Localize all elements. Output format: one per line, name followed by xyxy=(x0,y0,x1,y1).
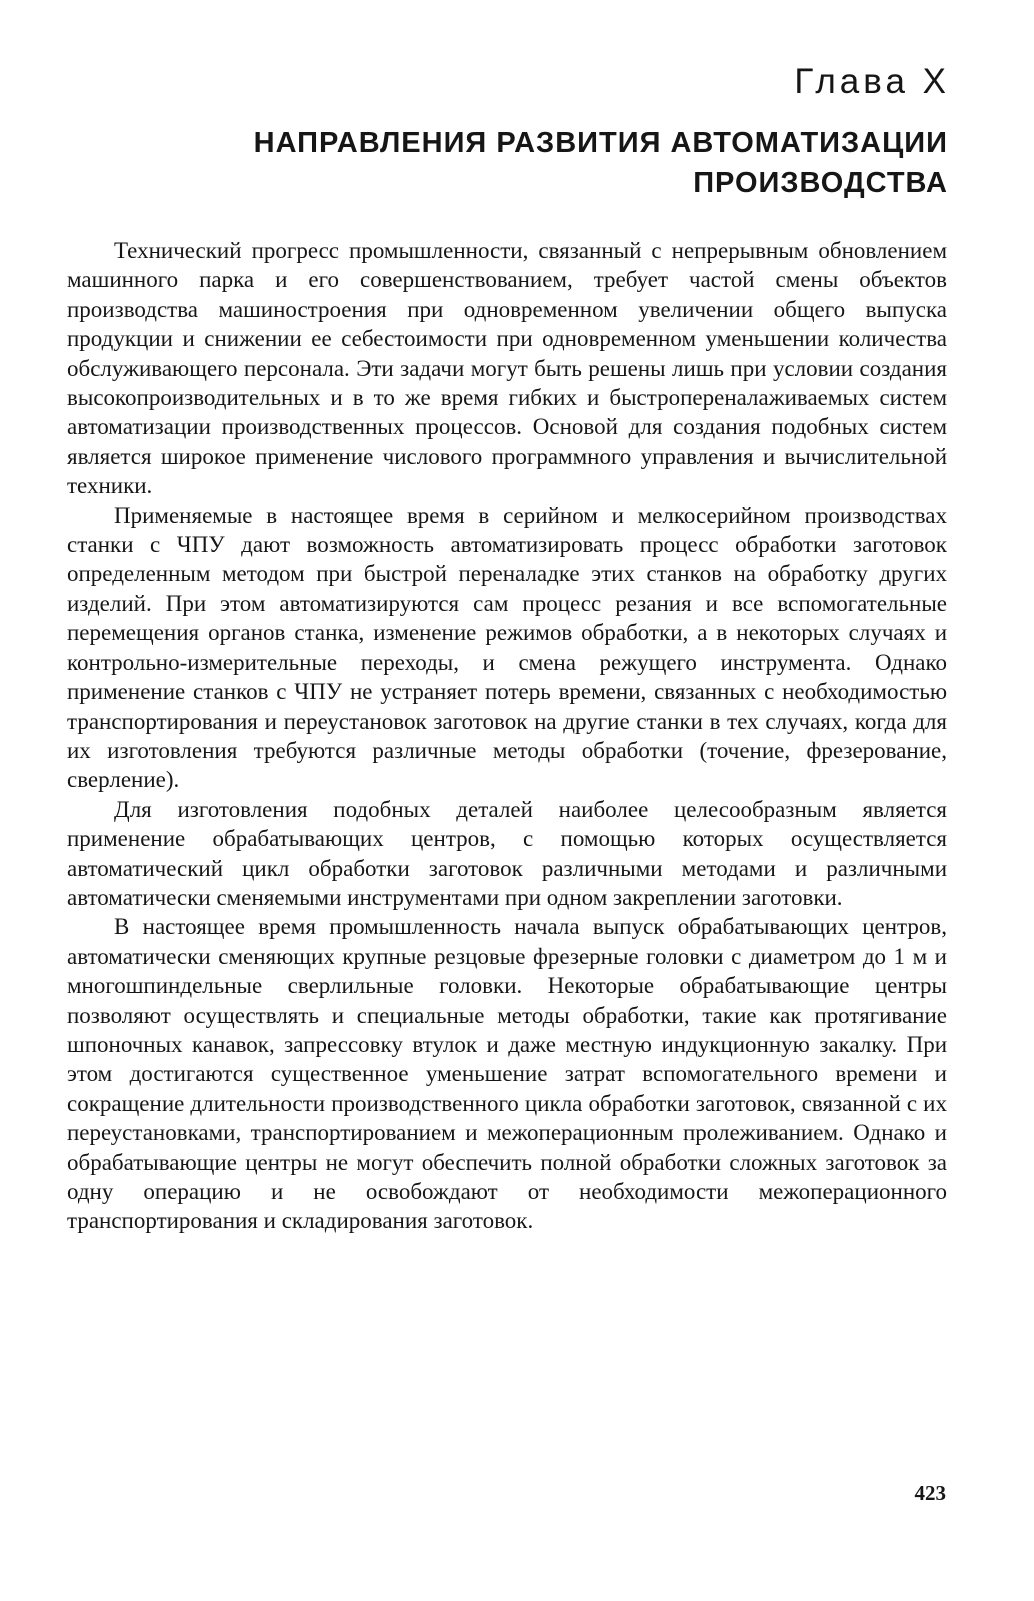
paragraph-1: Технический прогресс промышленности, связанный с непрерывным обновлением машинного парка и его совершенствованием, требует частой смены объектов производства машиностроения при одновременном увеличении общего выпуска продукции и снижении ее себестоимости при одновременном уменьшении количества обслуживающего персонала. Эти задачи могут быть решены лишь при условии создания высокопроизводительных и в то же время гибких и быстропереналаживаемых систем автоматизации производственных процессов. Основой для создания подобных систем является широкое применение числового программного управления и вычислительной техники. xyxy=(67,238,947,499)
paragraph-2: Применяемые в настоящее время в серийном и мелкосерийном производствах станки с ЧПУ дают возможность автоматизировать процесс обработки заготовок определенным методом при быстрой переналадке этих станков на обработку других изделий. При этом автоматизируются сам процесс резания и все вспомогательные перемещения органов станка, изменение режимов обработки, а в некоторых случаях и контрольно-измерительные переходы, и смена режущего инструмента. Однако применение станков с ЧПУ не устраняет потерь времени, связанных с необходимостью транспортирования и переустановок заготовок на другие станки в тех случаях, когда для их изготовления требуются различные методы обработки (точение, фрезерование, сверление). xyxy=(67,502,947,793)
chapter-label: Глава X xyxy=(794,62,950,101)
paragraph-4: В настоящее время промышленность начала выпуск обрабатывающих центров, автоматически сменяющих крупные резцовые фрезерные головки с диаметром до 1 м и многошпиндельные сверлильные головки. Некоторые обрабатывающие центры позволяют осуществлять и специальные методы обработки, такие как протягивание шпоночных канавок, запрессовку втулок и даже местную индукционную закалку. При этом достигаются существенное уменьшение затрат вспомогательного времени и сокращение длительности производственного цикла обработки заготовок, связанной с их переустановками, транспортированием и межоперационным пролеживанием. Однако и обрабатывающие центры не могут обеспечить полной обработки сложных заготовок за одну операцию и не освобождают от необходимости межоперационного транспортирования и складирования заготовок. xyxy=(67,914,947,1234)
page-number: 423 xyxy=(914,1481,946,1505)
paragraph-3: Для изготовления подобных деталей наиболее целесообразным является применение обрабатывающих центров, с помощью которых осуществляется автоматический цикл обработки заготовок различными методами и различными автоматически сменяемыми инструментами при одном закреплении заготовки. xyxy=(67,796,947,910)
body-text xyxy=(67,236,947,1236)
chapter-title: НАПРАВЛЕНИЯ РАЗВИТИЯ АВТОМАТИЗАЦИИ ПРОИЗВОДСТВА xyxy=(253,127,948,199)
